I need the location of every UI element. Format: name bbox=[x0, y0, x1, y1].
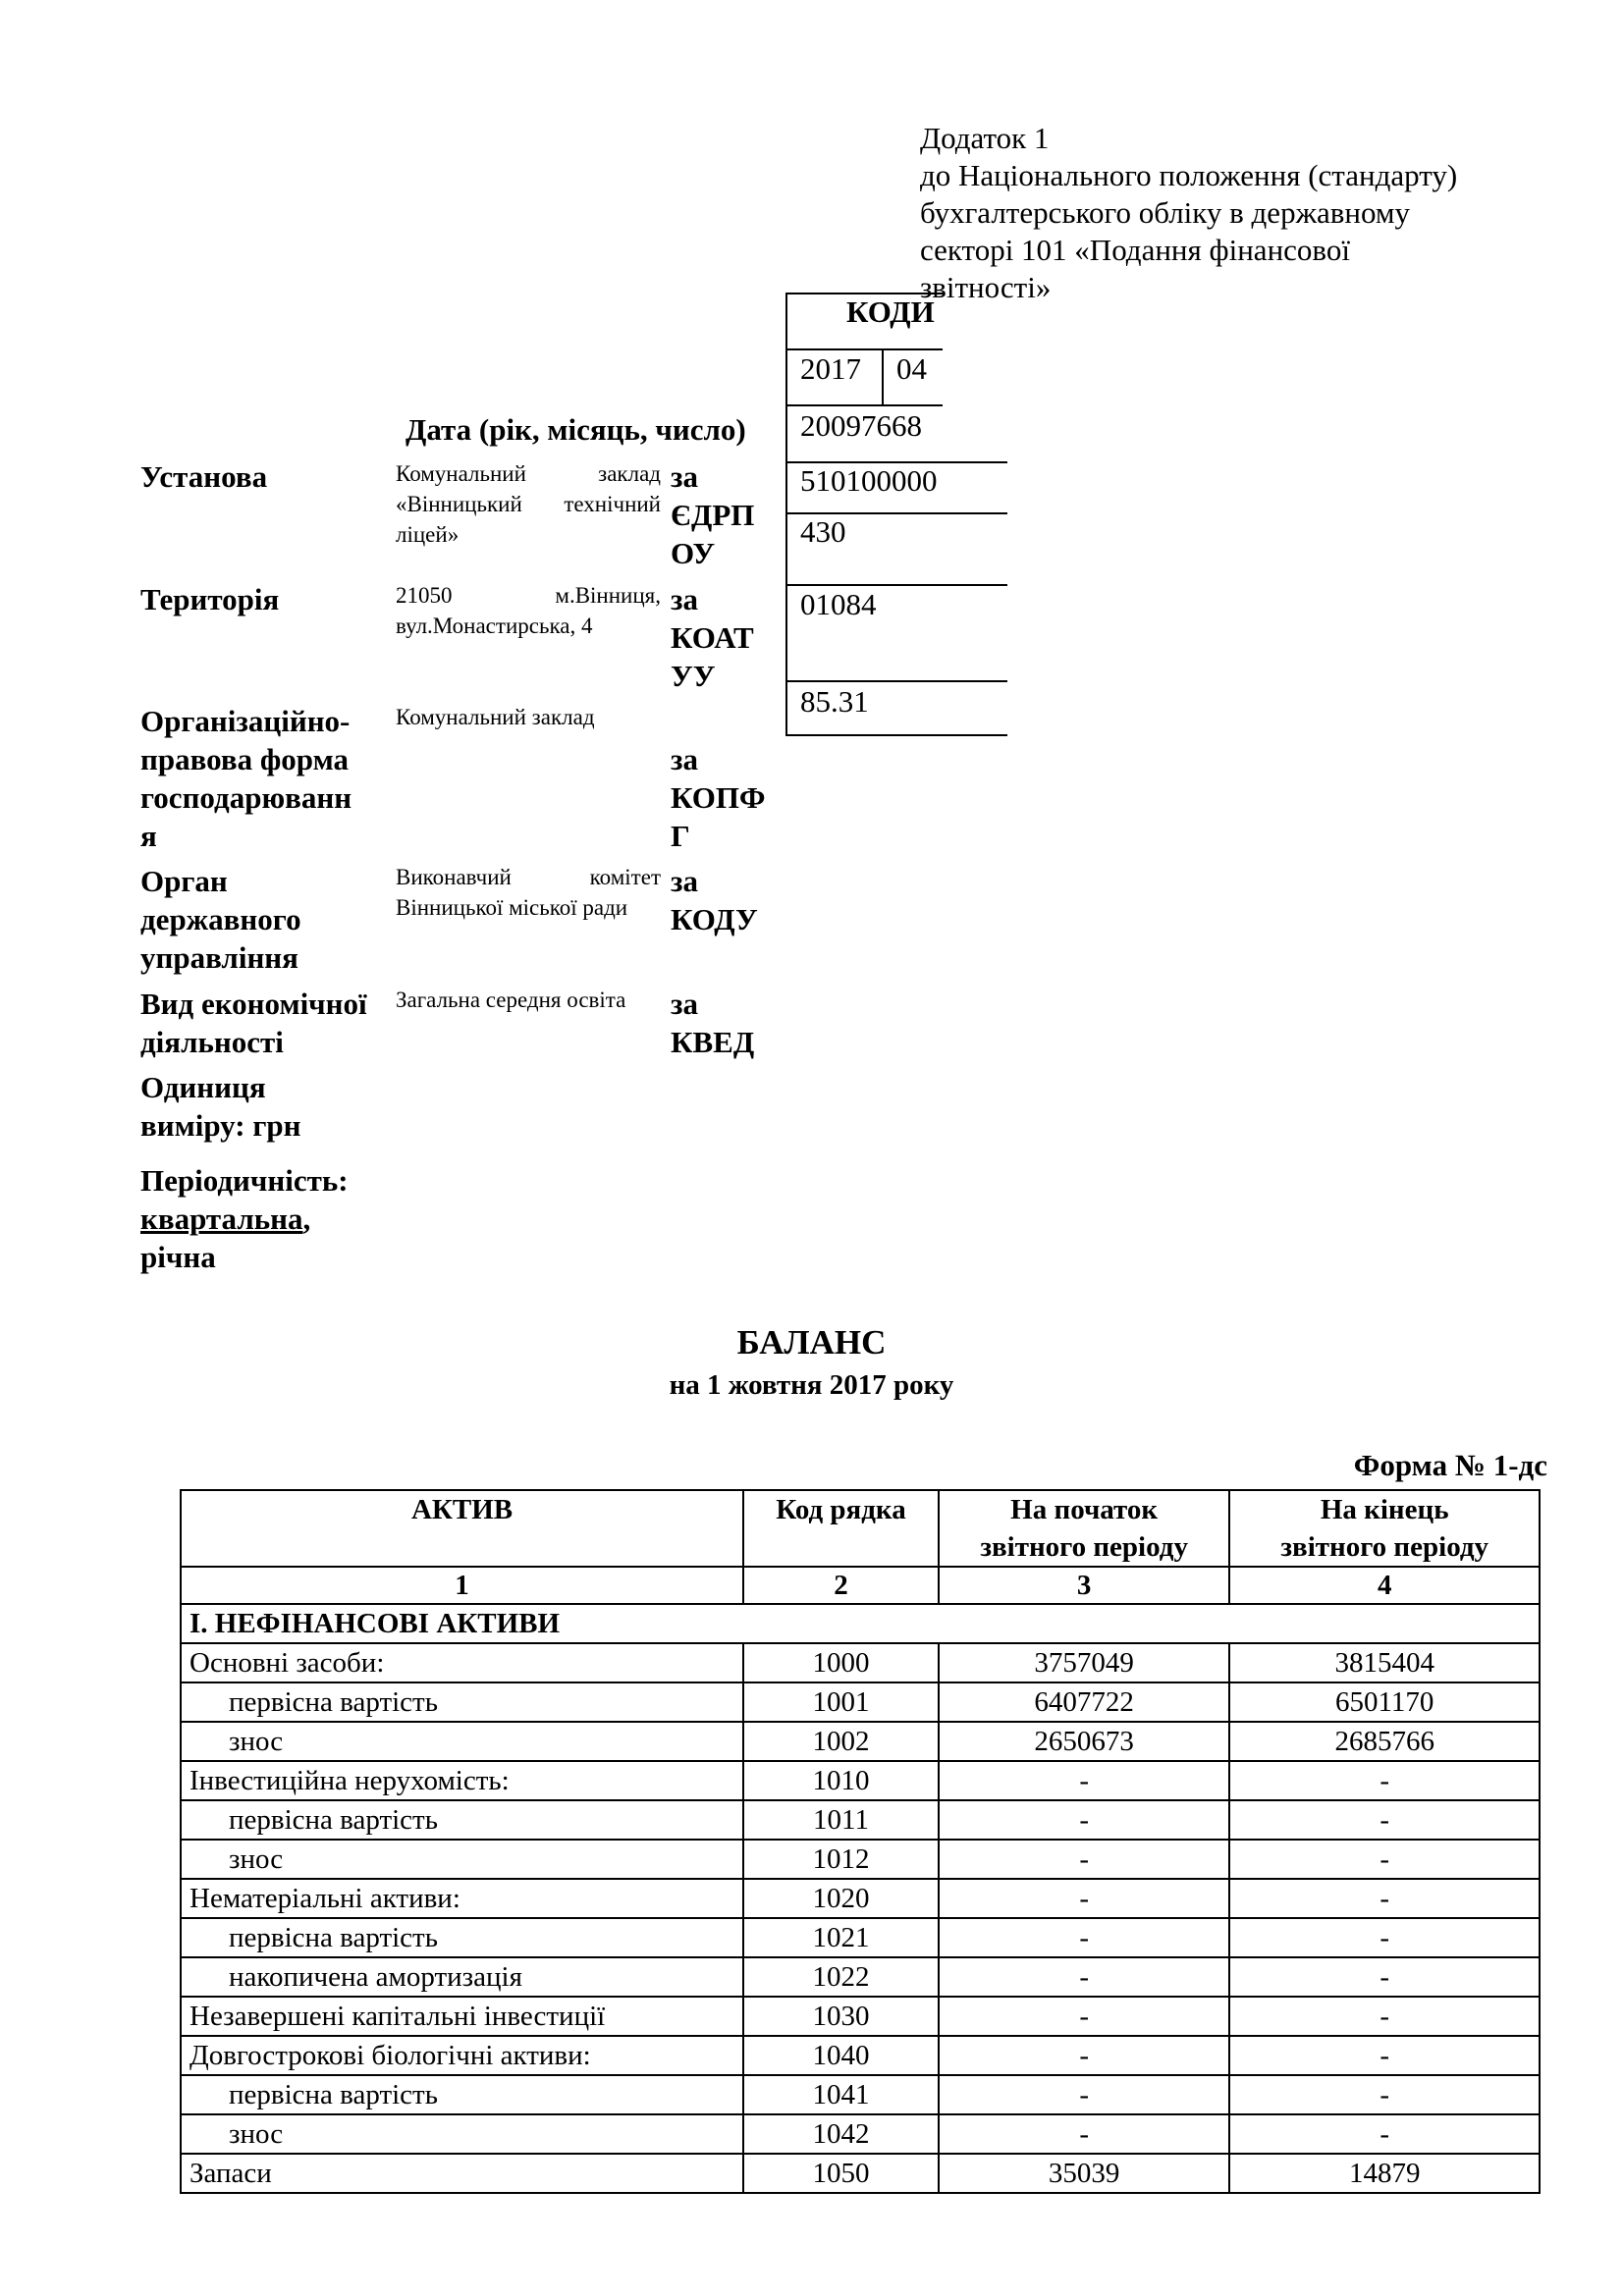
header-line: На початок bbox=[1010, 1494, 1159, 1525]
institution-label: Установа bbox=[140, 459, 268, 494]
legal-form-code-ref bbox=[671, 740, 766, 855]
row-end-value: - bbox=[1229, 1761, 1540, 1800]
col-number: 3 bbox=[939, 1567, 1230, 1604]
za-text: КВЕД bbox=[671, 1025, 755, 1059]
row-start-value: 2650673 bbox=[939, 1722, 1230, 1761]
row-name: первісна вартість bbox=[181, 1682, 743, 1722]
header-asset: АКТИВ bbox=[181, 1490, 743, 1567]
za-text: за bbox=[671, 582, 698, 616]
row-code: 1012 bbox=[743, 1840, 939, 1879]
row-end-value: - bbox=[1229, 1879, 1540, 1918]
row-name: первісна вартість bbox=[181, 1918, 743, 1957]
row-code: 1022 bbox=[743, 1957, 939, 1997]
label-line: Організаційно- bbox=[140, 704, 351, 738]
document-subtitle: на 1 жовтня 2017 року bbox=[669, 1369, 954, 1401]
code-kodu: 01084 bbox=[800, 587, 877, 621]
row-end-value: 2685766 bbox=[1229, 1722, 1540, 1761]
table-row bbox=[181, 1997, 1540, 2036]
za-text: КОДУ bbox=[671, 902, 758, 936]
za-text: КОПФ bbox=[671, 780, 766, 815]
row-end-value: 14879 bbox=[1229, 2154, 1540, 2193]
header-line: звітного періоду bbox=[980, 1531, 1188, 1563]
appendix-line: Додаток 1 bbox=[920, 121, 1050, 155]
activity-value: Загальна середня освіта bbox=[396, 988, 626, 1012]
header-start bbox=[939, 1490, 1230, 1567]
table-row bbox=[181, 1879, 1540, 1918]
row-code: 1011 bbox=[743, 1800, 939, 1840]
header-end bbox=[1229, 1490, 1540, 1567]
col-number: 4 bbox=[1229, 1567, 1540, 1604]
table-row bbox=[181, 2114, 1540, 2154]
za-text: за bbox=[671, 864, 698, 898]
row-name: знос bbox=[181, 1840, 743, 1879]
label-line: правова форма bbox=[140, 742, 349, 776]
row-start-value: 6407722 bbox=[939, 1682, 1230, 1722]
row-code: 1001 bbox=[743, 1682, 939, 1722]
za-text: КОАТ bbox=[671, 620, 754, 655]
za-text: за bbox=[671, 987, 698, 1021]
za-text: ЄДРП bbox=[671, 498, 755, 532]
col-number: 2 bbox=[743, 1567, 939, 1604]
row-code: 1002 bbox=[743, 1722, 939, 1761]
row-code: 1021 bbox=[743, 1918, 939, 1957]
za-text: за bbox=[671, 459, 698, 494]
row-name: Основні засоби: bbox=[181, 1643, 743, 1682]
activity-label bbox=[140, 985, 367, 1061]
header-line: На кінець bbox=[1320, 1494, 1449, 1525]
date-label: Дата (рік, місяць, число) bbox=[406, 412, 746, 447]
row-start-value: 3757049 bbox=[939, 1643, 1230, 1682]
row-end-value: - bbox=[1229, 1918, 1540, 1957]
legal-form-value: Комунальний заклад bbox=[396, 705, 595, 729]
code-kved: 85.31 bbox=[800, 684, 869, 719]
table-row bbox=[181, 1918, 1540, 1957]
appendix-line: бухгалтерського обліку в державному bbox=[920, 195, 1410, 230]
label-line: діяльності bbox=[140, 1025, 284, 1059]
row-name: Незавершені капітальні інвестиції bbox=[181, 1997, 743, 2036]
label-line: управління bbox=[140, 940, 298, 975]
header-code: Код рядка bbox=[743, 1490, 939, 1567]
code-edrpou: 20097668 bbox=[800, 408, 922, 443]
row-code: 1041 bbox=[743, 2075, 939, 2114]
row-name: накопичена амортизація bbox=[181, 1957, 743, 1997]
row-start-value: - bbox=[939, 2075, 1230, 2114]
code-year: 2017 bbox=[800, 351, 861, 386]
row-code: 1040 bbox=[743, 2036, 939, 2075]
authority-label bbox=[140, 862, 301, 977]
document-title: БАЛАНС bbox=[736, 1323, 887, 1362]
section-title: І. НЕФІНАНСОВІ АКТИВИ bbox=[181, 1604, 1540, 1643]
section-row bbox=[181, 1604, 1540, 1643]
authority-code-ref bbox=[671, 862, 758, 938]
table-row bbox=[181, 1840, 1540, 1879]
label-line: Орган bbox=[140, 864, 228, 898]
institution-code-ref bbox=[671, 457, 754, 572]
za-text: УУ bbox=[671, 659, 716, 693]
row-name: знос bbox=[181, 2114, 743, 2154]
row-start-value: - bbox=[939, 2036, 1230, 2075]
selected-period: квартальна bbox=[140, 1201, 303, 1236]
activity-code-ref bbox=[671, 985, 754, 1061]
appendix-line: секторі 101 «Подання фінансової bbox=[920, 233, 1350, 267]
table-row bbox=[181, 2036, 1540, 2075]
row-start-value: - bbox=[939, 1918, 1230, 1957]
row-start-value: - bbox=[939, 1761, 1230, 1800]
authority-value: Виконавчий комітет Вінницької міської ради bbox=[396, 865, 661, 920]
table-row bbox=[181, 1722, 1540, 1761]
row-start-value: - bbox=[939, 1997, 1230, 2036]
table-row bbox=[181, 1957, 1540, 1997]
code-month: 04 bbox=[896, 351, 927, 386]
row-code: 1020 bbox=[743, 1879, 939, 1918]
row-code: 1010 bbox=[743, 1761, 939, 1800]
label-line: виміру: грн bbox=[140, 1108, 301, 1143]
appendix-line: звітності» bbox=[920, 270, 1052, 304]
form-number: Форма № 1-дс bbox=[1353, 1448, 1547, 1482]
row-code: 1050 bbox=[743, 2154, 939, 2193]
table-row bbox=[181, 1682, 1540, 1722]
table-row bbox=[181, 1643, 1540, 1682]
row-end-value: - bbox=[1229, 1840, 1540, 1879]
row-name: Нематеріальні активи: bbox=[181, 1879, 743, 1918]
territory-value: 21050 м.Вінниця, вул.Монастирська, 4 bbox=[396, 583, 661, 638]
legal-form-label bbox=[140, 702, 352, 855]
row-name: Довгострокові біологічні активи: bbox=[181, 2036, 743, 2075]
za-text: за bbox=[671, 742, 698, 776]
code-koatuu: 510100000 bbox=[800, 463, 938, 498]
table-row bbox=[181, 1800, 1540, 1840]
row-code: 1030 bbox=[743, 1997, 939, 2036]
territory-label: Територія bbox=[140, 582, 280, 616]
row-start-value: - bbox=[939, 1957, 1230, 1997]
row-end-value: 6501170 bbox=[1229, 1682, 1540, 1722]
table-row bbox=[181, 2154, 1540, 2193]
table-row bbox=[181, 1761, 1540, 1800]
row-end-value: - bbox=[1229, 2114, 1540, 2154]
institution-value: Комунальний заклад «Вінницький технічний ліцей» bbox=[396, 461, 661, 547]
row-end-value: - bbox=[1229, 1957, 1540, 1997]
za-text: ОУ bbox=[671, 536, 716, 570]
label-punct: , bbox=[302, 1201, 311, 1236]
row-code: 1042 bbox=[743, 2114, 939, 2154]
row-start-value: - bbox=[939, 1840, 1230, 1879]
za-text: Г bbox=[671, 819, 690, 853]
table-row bbox=[181, 2075, 1540, 2114]
label-line: Періодичність: bbox=[140, 1163, 349, 1198]
label-line: Вид економічної bbox=[140, 987, 367, 1021]
row-name: Інвестиційна нерухомість: bbox=[181, 1761, 743, 1800]
col-number: 1 bbox=[181, 1567, 743, 1604]
column-numbers-row bbox=[181, 1567, 1540, 1604]
row-end-value: - bbox=[1229, 1997, 1540, 2036]
label-line: річна bbox=[140, 1240, 216, 1274]
row-name: Запаси bbox=[181, 2154, 743, 2193]
row-name: знос bbox=[181, 1722, 743, 1761]
row-start-value: 35039 bbox=[939, 2154, 1230, 2193]
territory-code-ref bbox=[671, 580, 754, 695]
label-line: господарюванн bbox=[140, 780, 352, 815]
codes-header: КОДИ bbox=[846, 294, 935, 329]
appendix-line: до Національного положення (стандарту) bbox=[920, 158, 1458, 192]
row-name: первісна вартість bbox=[181, 1800, 743, 1840]
unit-label bbox=[140, 1068, 301, 1145]
row-code: 1000 bbox=[743, 1643, 939, 1682]
row-start-value: - bbox=[939, 1800, 1230, 1840]
row-end-value: - bbox=[1229, 2075, 1540, 2114]
row-end-value: - bbox=[1229, 2036, 1540, 2075]
row-start-value: - bbox=[939, 2114, 1230, 2154]
code-kopfg: 430 bbox=[800, 514, 846, 549]
label-line: Одиниця bbox=[140, 1070, 266, 1104]
label-line: державного bbox=[140, 902, 301, 936]
row-end-value: - bbox=[1229, 1800, 1540, 1840]
row-end-value: 3815404 bbox=[1229, 1643, 1540, 1682]
table-header-row bbox=[181, 1490, 1540, 1567]
label-line: я bbox=[140, 819, 157, 853]
header-line: звітного періоду bbox=[1280, 1531, 1489, 1563]
label-line bbox=[140, 1200, 349, 1238]
row-start-value: - bbox=[939, 1879, 1230, 1918]
balance-table bbox=[180, 1489, 1541, 2194]
periodicity-label bbox=[140, 1161, 349, 1276]
row-name: первісна вартість bbox=[181, 2075, 743, 2114]
